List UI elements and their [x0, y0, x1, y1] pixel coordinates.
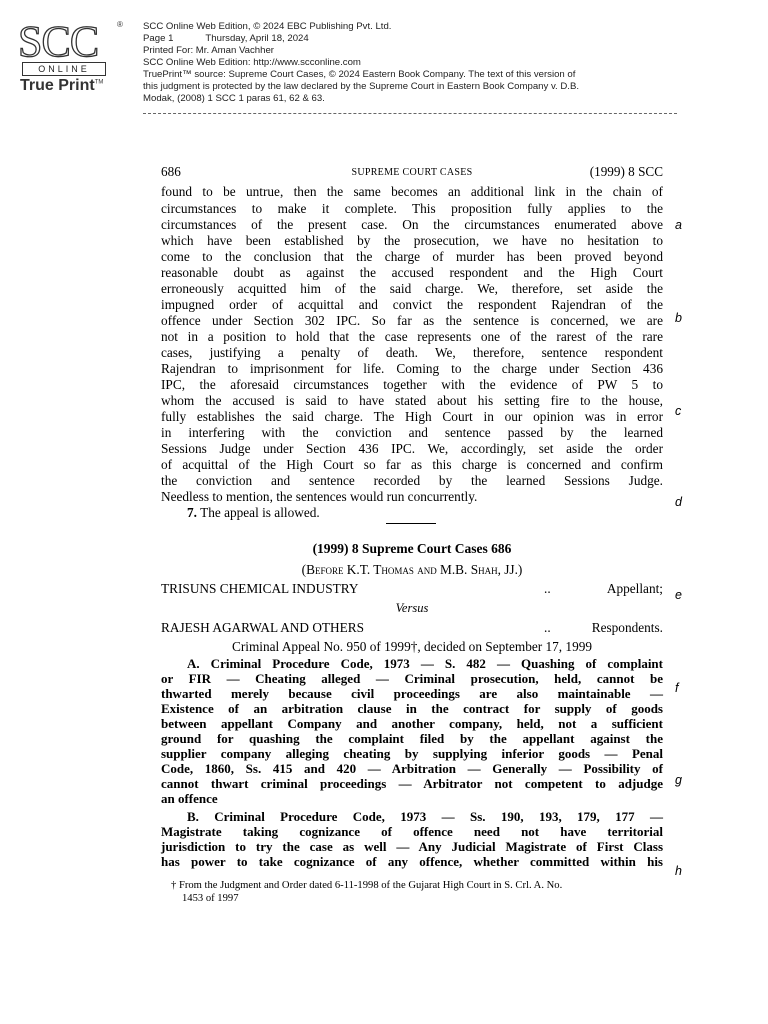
- versus: Versus: [395, 601, 429, 615]
- headnote-a-line: an offence: [161, 791, 218, 806]
- body-line: erroneously acquitted him of the said charge. We, therefore, set aside the: [161, 281, 663, 296]
- body-line: in interfering with the conviction and sentence passed by the learned: [161, 425, 663, 440]
- headnote-b-line: B. Criminal Procedure Code, 1973 — Ss. 190, 193, 179, 177 —: [187, 809, 663, 824]
- body-line: come to the conclusion that the charge of murder has been proved beyond: [161, 249, 663, 264]
- body-line: cases, justifying a penalty of death. We, therefore, sentence respondent: [161, 345, 663, 360]
- running-title: SUPREME COURT CASES: [351, 167, 473, 178]
- margin-letter-f: f: [675, 681, 679, 695]
- headnote-b-line: Magistrate taking cognizance of offence need not have territorial: [161, 824, 663, 839]
- appellant-name: TRISUNS CHEMICAL INDUSTRY: [161, 581, 359, 596]
- header-line-2: Page 1 Thursday, April 18, 2024: [143, 33, 309, 44]
- running-head: [161, 164, 663, 180]
- body-line: Rajendran to imprisonment for life. Coming to the charge under Section 436: [161, 361, 663, 376]
- headnote-a-line: thwarted merely because civil proceedings are also maintainable —: [161, 686, 663, 701]
- body-line: which have been established by the prosecution, we have no hesitation to: [161, 233, 663, 248]
- header-line-1: SCC Online Web Edition, © 2024 EBC Publishing Pvt. Ltd.: [143, 21, 392, 32]
- footnote: [171, 879, 671, 905]
- margin-letter-a: a: [675, 218, 682, 232]
- case-divider: [386, 523, 436, 524]
- body-line: offence under Section 302 IPC. So far as the sentence is concerned, we are: [161, 313, 663, 328]
- body-line: fully establishes the said charge. The High Court in our opinion was in error: [161, 409, 663, 424]
- header-line-5: TruePrint™ source: Supreme Court Cases, © 2024 Eastern Book Company. The text of this version of: [143, 69, 576, 80]
- para-7: [187, 505, 663, 520]
- print-header: [143, 21, 743, 105]
- margin-letter-e: e: [675, 588, 682, 602]
- headnote-a-line: Existence of an arbitration clause in the contract for supply of goods: [161, 701, 663, 716]
- appellant-row: [161, 581, 663, 597]
- header-line-6: this judgment is protected by the law declared by the Supreme Court in Eastern Book Company v. D.B.: [143, 81, 580, 92]
- footnote-line-1: † From the Judgment and Order dated 6-11-1998 of the Gujarat High Court in S. Crl. A. No.: [171, 880, 563, 891]
- body-line: Needless to mention, the sentences would run concurrently.: [161, 489, 478, 504]
- body-line: found to be untrue, then the same becomes an additional link in the chain of: [161, 184, 663, 199]
- header-date: Thursday, April 18, 2024: [205, 33, 309, 44]
- headnote-a-line: Code, 1860, Ss. 415 and 420 — Arbitration — Generally — Possibility of: [161, 761, 663, 776]
- headnote-a-line: ground for quashing the complaint filed by the appellant against the: [161, 731, 663, 746]
- headnote-a-line: supplier company alleging cheating by supplying inferior goods — Penal: [161, 746, 663, 761]
- body-line: whom the accused is said to have stated about his setting fire to the house,: [161, 393, 663, 408]
- headnote-a-line: A. Criminal Procedure Code, 1973 — S. 482 — Quashing of complaint: [187, 656, 663, 671]
- para-7-text: The appeal is allowed.: [200, 505, 320, 520]
- headnote-b-line: jurisdiction to try the case as well — Any Judicial Magistrate of First Class: [161, 839, 663, 854]
- header-line-7: Modak, (2008) 1 SCC 1 paras 61, 62 & 63.: [143, 93, 325, 104]
- headnote-b-line: has power to take cognizance of any offence, whether committed within his: [161, 854, 663, 869]
- case-citation-title: (1999) 8 Supreme Court Cases 686: [312, 541, 512, 556]
- logo-true-print: True Print™: [20, 77, 104, 94]
- scc-online-logo: [18, 17, 123, 94]
- body-line: the conviction and sentence recorded by the learned Sessions Judge.: [161, 473, 663, 488]
- margin-letter-g: g: [675, 773, 682, 787]
- body-line: IPC, the aforesaid circumstances together with the evidence of PW 5 to: [161, 377, 663, 392]
- body-line: impugned order of acquittal and convict the respondent Rajendran of the: [161, 297, 663, 312]
- respondent-name: RAJESH AGARWAL AND OTHERS: [161, 620, 365, 635]
- body-line: of acquittal of the High Court so far as this charge is concerned and confirm: [161, 457, 663, 472]
- headnote-a-line: between appellant Company and another company, held, not a sufficient: [161, 716, 663, 731]
- header-divider: [143, 113, 677, 114]
- leader-dots: ..: [544, 620, 551, 635]
- margin-letter-b: b: [675, 311, 682, 325]
- body-line: circumstances of the present case. On the circumstances enumerated above: [161, 217, 663, 232]
- bench: (Before K.T. Thomas and M.B. Shah, JJ.): [301, 562, 523, 577]
- margin-letter-c: c: [675, 404, 682, 418]
- body-line: Sessions Judge under Section 436 IPC. We, accordingly, set aside the order: [161, 441, 663, 456]
- headnote-a-line: cannot thwart criminal proceedings — Arbitrator not competent to adjudge: [161, 776, 663, 791]
- footnote-line-2: 1453 of 1997: [182, 893, 239, 904]
- body-line: circumstances to make it complete. This proposition fully applies to the: [161, 201, 663, 216]
- logo-online-text: ONLINE: [22, 62, 106, 76]
- leader-dots: ..: [544, 581, 551, 596]
- running-citation: (1999) 8 SCC: [589, 164, 663, 179]
- margin-letter-h: h: [675, 864, 682, 878]
- respondent-row: [161, 620, 663, 636]
- para-7-number: 7.: [187, 505, 197, 520]
- respondent-role: Respondents.: [591, 620, 663, 635]
- body-line: reasonable doubt as against the accused respondent and the High Court: [161, 265, 663, 280]
- headnote-a-line: or FIR — Cheating alleged — Criminal prosecution, held, cannot be: [161, 671, 663, 686]
- registered-mark: ®: [117, 20, 123, 29]
- page-number: 686: [161, 164, 181, 179]
- appeal-info: Criminal Appeal No. 950 of 1999†, decided on September 17, 1999: [231, 639, 593, 654]
- body-line: not in a position to hold that the case represents one of the rarest of the rare: [161, 329, 663, 344]
- header-line-4: SCC Online Web Edition: http://www.scconline.com: [143, 57, 361, 68]
- appellant-role: Appellant;: [606, 581, 663, 596]
- logo-scc-text: SCC: [18, 17, 99, 66]
- margin-letter-d: d: [675, 495, 682, 509]
- header-line-3: Printed For: Mr. Aman Vachher: [143, 45, 274, 56]
